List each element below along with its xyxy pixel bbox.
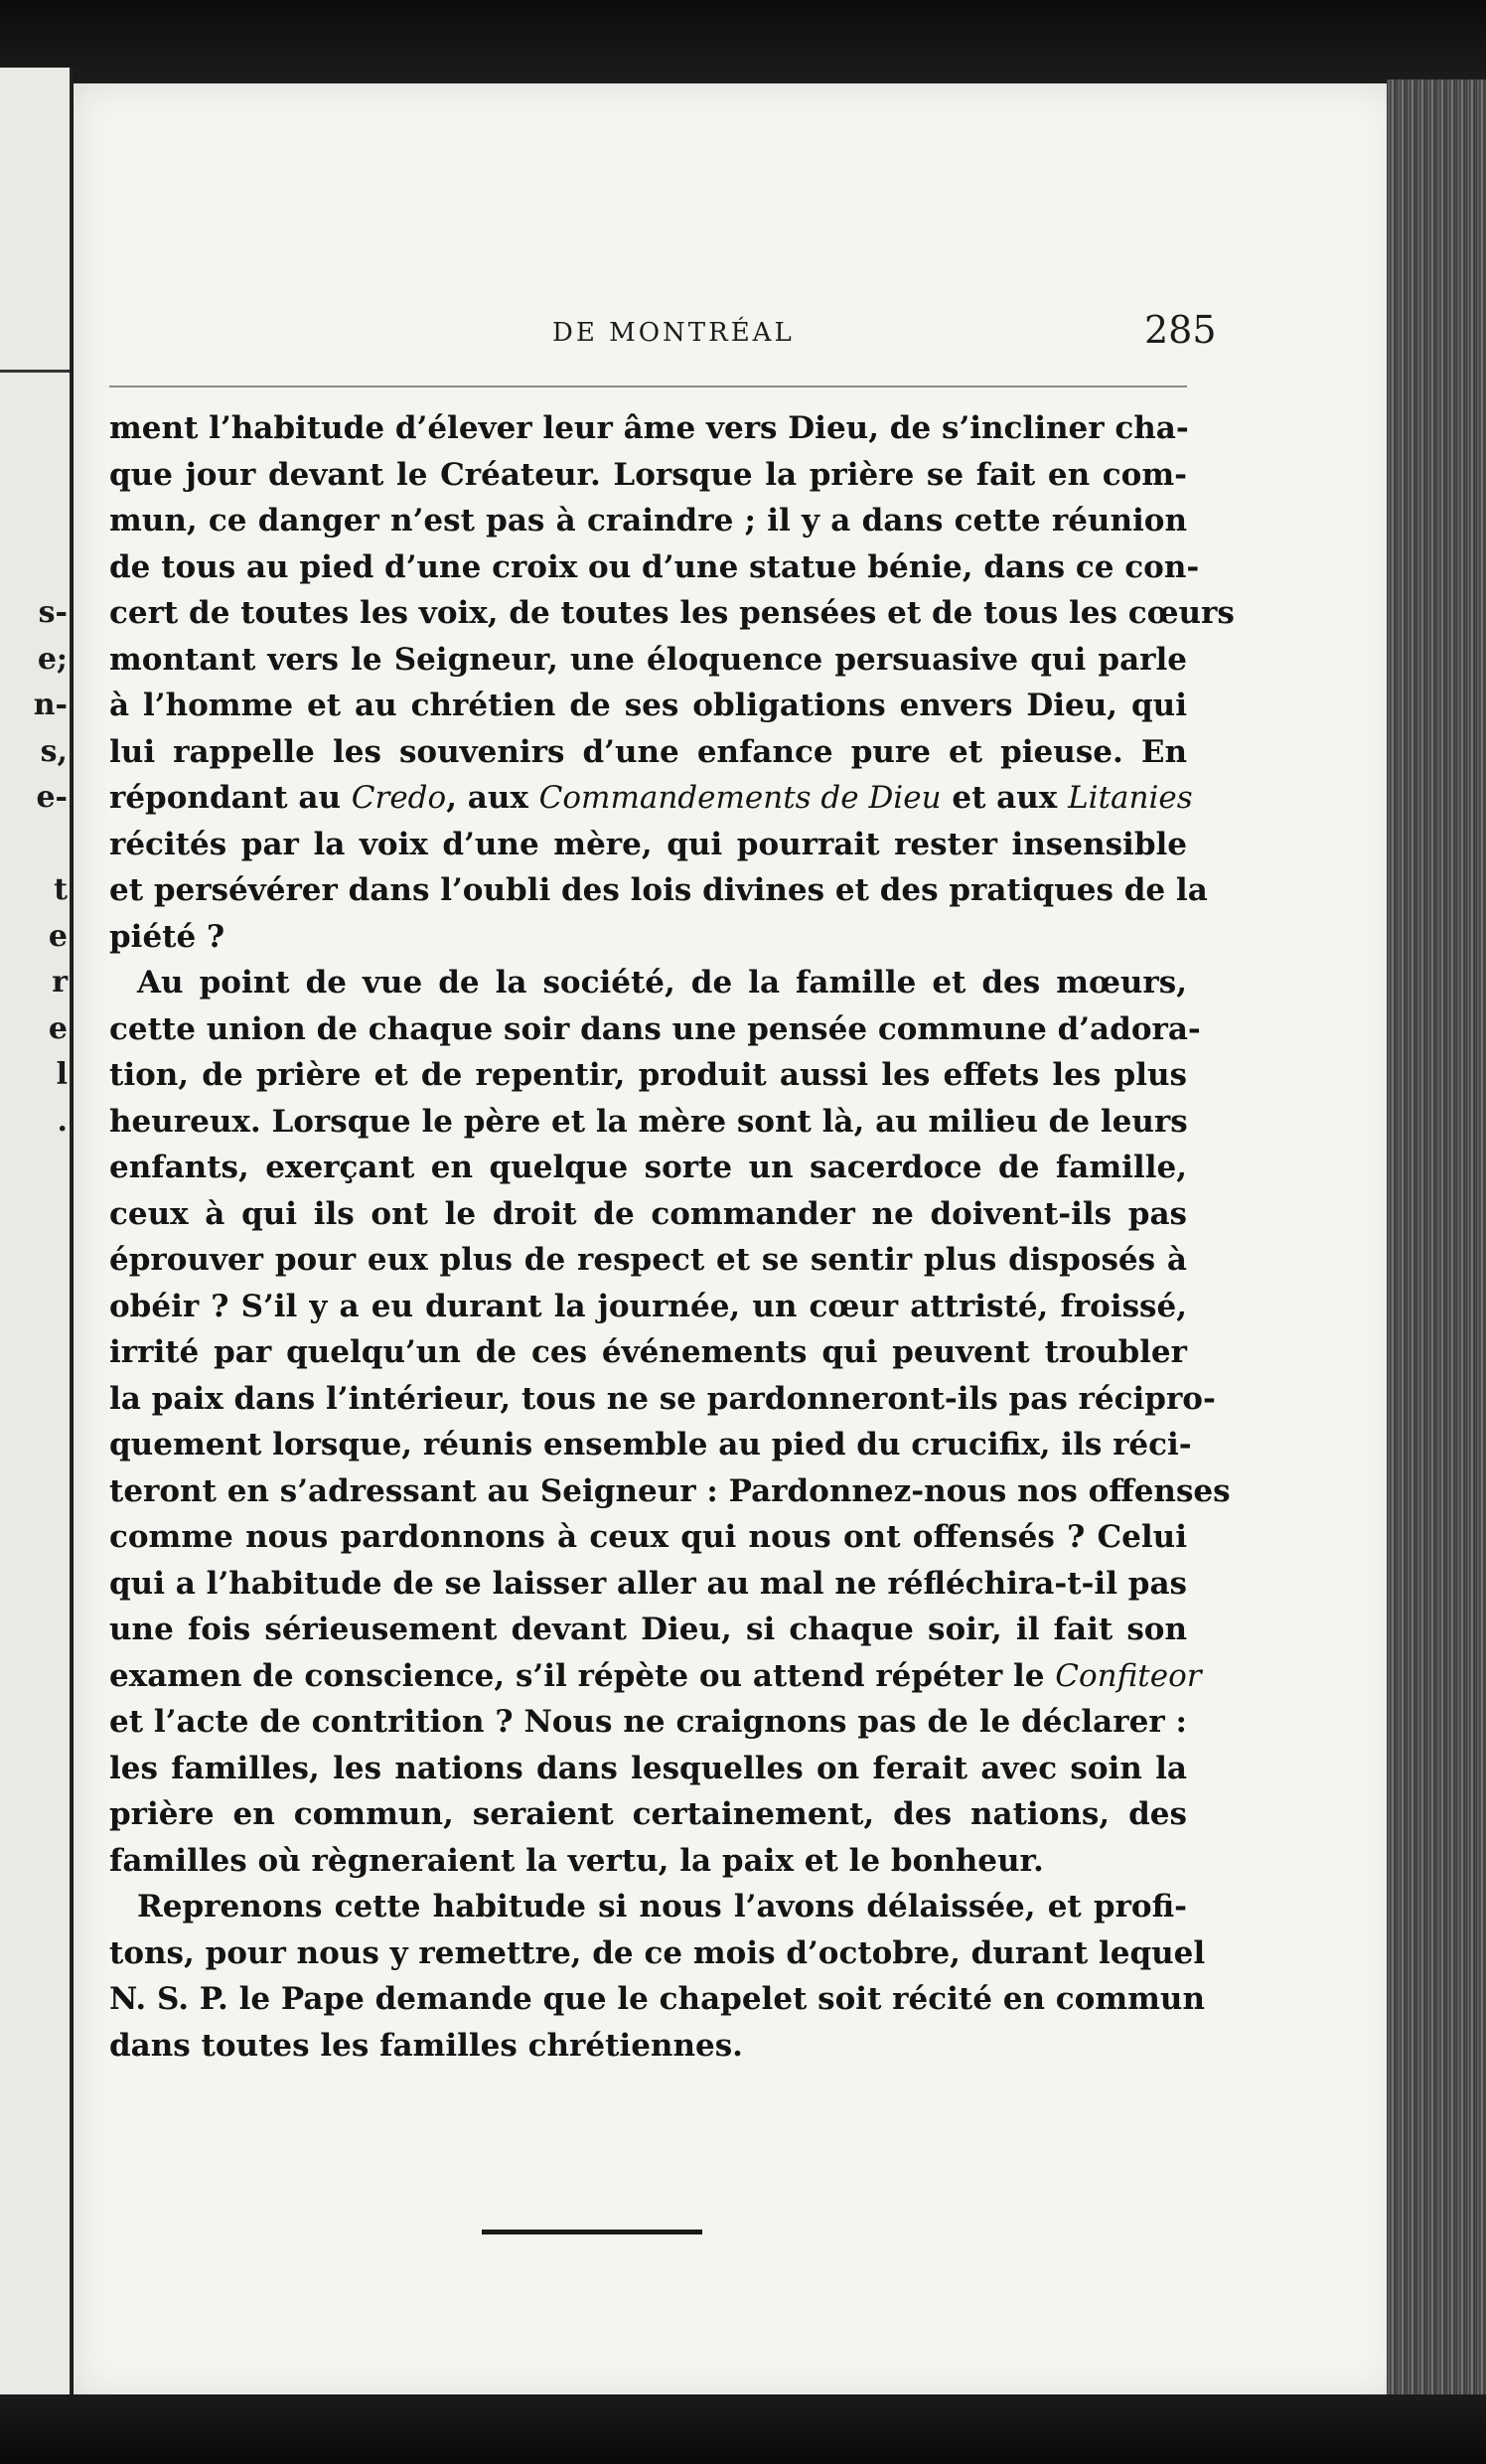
text-line: [109, 1099, 1187, 1146]
text-line: [109, 1930, 1206, 1977]
italic-title: Credo: [351, 780, 447, 816]
text-run: tion, de prière et de repentir, produit aussi les effets les plus: [109, 1057, 1187, 1093]
text-run: montant vers le Seigneur, une éloquence persuasive qui parle: [109, 641, 1187, 678]
text-line: [109, 775, 1193, 822]
text-run: , aux: [446, 780, 539, 816]
text-run: que jour devant le Créateur. Lorsque la prière se fait en com-: [109, 456, 1187, 493]
italic-title: Commandements de Dieu: [538, 780, 942, 816]
facing-page-fragment: [8, 822, 68, 868]
text-run: tons, pour nous y remettre, de ce mois d’octobre, durant lequel: [109, 1934, 1206, 1971]
text-line: [109, 822, 1187, 868]
page-number: 285: [1144, 308, 1217, 352]
text-line: [109, 1976, 1206, 2023]
text-line: [109, 1237, 1187, 1284]
text-run: piété ?: [109, 918, 225, 955]
text-line: [109, 1838, 1187, 1885]
text-run: les familles, les nations dans lesquelles on ferait avec soin la: [109, 1750, 1187, 1786]
text-line: [109, 1191, 1187, 1238]
text-run: de tous au pied d’une croix ou d’une statue bénie, dans ce con-: [109, 548, 1200, 585]
text-line: [109, 1422, 1192, 1468]
running-title: DE MONTRÉAL: [552, 318, 795, 348]
text-line: [109, 590, 1235, 637]
text-run: obéir ? S’il y a eu durant la journée, un cœur attristé, froissé,: [109, 1288, 1187, 1324]
paragraph-p3: [109, 1884, 1206, 2069]
paragraph-p2: [109, 960, 1231, 1884]
text-line: [109, 498, 1187, 544]
paragraph-p1: [109, 405, 1235, 960]
facing-page-text-fragments: [8, 590, 68, 1145]
text-line: [109, 1006, 1201, 1053]
text-line: [109, 1329, 1187, 1376]
text-run: lui rappelle les souvenirs d’une enfance pure et pieuse. En: [109, 733, 1187, 770]
text-run: et persévérer dans l’oubli des lois divines et des pratiques de la: [109, 872, 1208, 908]
text-run: éprouver pour eux plus de respect et se sentir plus disposés à: [109, 1242, 1187, 1278]
text-run: répondant au: [109, 780, 352, 816]
header-rule: [109, 385, 1187, 387]
text-line: [109, 1746, 1187, 1792]
text-line: [109, 1514, 1187, 1561]
text-line: [109, 452, 1187, 499]
text-line: [109, 1376, 1216, 1423]
text-run: récités par la voix d’une mère, qui pourrait rester insensible: [109, 826, 1187, 862]
text-line: [109, 637, 1187, 684]
text-run: quement lorsque, réunis ensemble au pied du crucifix, ils réci-: [109, 1427, 1192, 1463]
facing-page-fragment: n-: [33, 688, 68, 722]
text-line: [109, 960, 1187, 1006]
text-run: une fois sérieusement devant Dieu, si chaque soir, il fait son: [109, 1612, 1187, 1647]
text-run: mun, ce danger n’est pas à craindre ; il y a dans cette réunion: [109, 503, 1187, 539]
text-run: Reprenons cette habitude si nous l’avons délaissée, et profi-: [137, 1889, 1187, 1925]
facing-page-fragment: t: [54, 872, 68, 907]
text-run: cette union de chaque soir dans une pensée commune d’adora-: [109, 1010, 1201, 1047]
text-run: cert de toutes les voix, de toutes les pensées et de tous les cœurs: [109, 595, 1235, 631]
facing-page-fragment: s,: [40, 733, 68, 769]
text-run: irrité par quelqu’un de ces événements qui peuvent troubler: [109, 1334, 1187, 1370]
text-line: [109, 544, 1200, 591]
scan-top-border: [0, 0, 1486, 89]
italic-title: Litanies: [1068, 780, 1193, 816]
text-run: examen de conscience, s’il répète ou attend répéter le: [109, 1657, 1056, 1694]
italic-title: Confiteor: [1055, 1657, 1202, 1694]
text-run: dans toutes les familles chrétiennes.: [109, 2027, 743, 2064]
body-text: [109, 405, 1235, 2069]
facing-page-rule: [0, 370, 70, 373]
text-run: la paix dans l’intérieur, tous ne se pardonneront-ils pas récipro-: [109, 1380, 1216, 1417]
text-line: [109, 1884, 1187, 1930]
text-line: [109, 1653, 1202, 1700]
text-line: [109, 1791, 1187, 1838]
text-line: [109, 1561, 1187, 1608]
text-run: ment l’habitude d’élever leur âme vers Dieu, de s’incliner cha-: [109, 410, 1189, 446]
text-run: prière en commun, seraient certainement, des nations, des: [109, 1796, 1187, 1832]
text-run: N. S. P. le Pape demande que le chapelet soit récité en commun: [109, 1981, 1206, 2017]
text-run: Au point de vue de la société, de la famille et des mœurs,: [137, 965, 1187, 1001]
text-run: qui a l’habitude de se laisser aller au mal ne réfléchira-t-il pas: [109, 1565, 1187, 1602]
facing-page-fragment: r: [52, 965, 68, 1000]
tail-ornament-rule: [482, 2230, 702, 2234]
text-run: comme nous pardonnons à ceux qui nous ont offensés ? Celui: [109, 1519, 1187, 1555]
text-line: [109, 405, 1187, 452]
facing-page-fragment: e: [48, 918, 68, 954]
text-line: [109, 1699, 1187, 1746]
page-stack-edges: [1387, 79, 1486, 2404]
facing-page-fragment: e;: [37, 641, 68, 677]
text-run: et l’acte de contrition ? Nous ne craignons pas de le déclarer :: [109, 1704, 1187, 1740]
text-line: [109, 2023, 1187, 2070]
text-line: [109, 1145, 1187, 1191]
text-run: enfants, exerçant en quelque sorte un sacerdoce de famille,: [109, 1150, 1187, 1185]
running-head: [74, 308, 1401, 364]
scan-bottom-border: [0, 2394, 1486, 2464]
text-run: à l’homme et au chrétien de ses obligations envers Dieu, qui: [109, 688, 1187, 723]
facing-page-fragment: l: [56, 1057, 68, 1092]
text-line: [109, 1052, 1187, 1099]
facing-page-fragment: e-: [36, 780, 68, 815]
text-run: ceux à qui ils ont le droit de commander ne doivent-ils pas: [109, 1195, 1187, 1232]
text-run: teront en s’adressant au Seigneur : Pardonnez-nous nos offenses: [109, 1472, 1231, 1509]
facing-page-fragment: .: [57, 1103, 68, 1139]
text-line: [109, 867, 1208, 914]
text-line: [109, 683, 1187, 729]
text-line: [109, 729, 1187, 776]
text-run: heureux. Lorsque le père et la mère sont là, au milieu de leurs: [109, 1103, 1188, 1140]
text-run: et aux: [941, 780, 1069, 816]
facing-page-edge: [0, 68, 73, 2402]
text-line: [109, 1284, 1187, 1330]
facing-page-fragment: e: [48, 1010, 68, 1046]
text-line: [109, 1607, 1187, 1653]
text-line: [109, 914, 1187, 961]
text-run: familles où règneraient la vertu, la paix et le bonheur.: [109, 1842, 1044, 1879]
facing-page-fragment: s-: [38, 595, 68, 630]
text-line: [109, 1468, 1231, 1515]
